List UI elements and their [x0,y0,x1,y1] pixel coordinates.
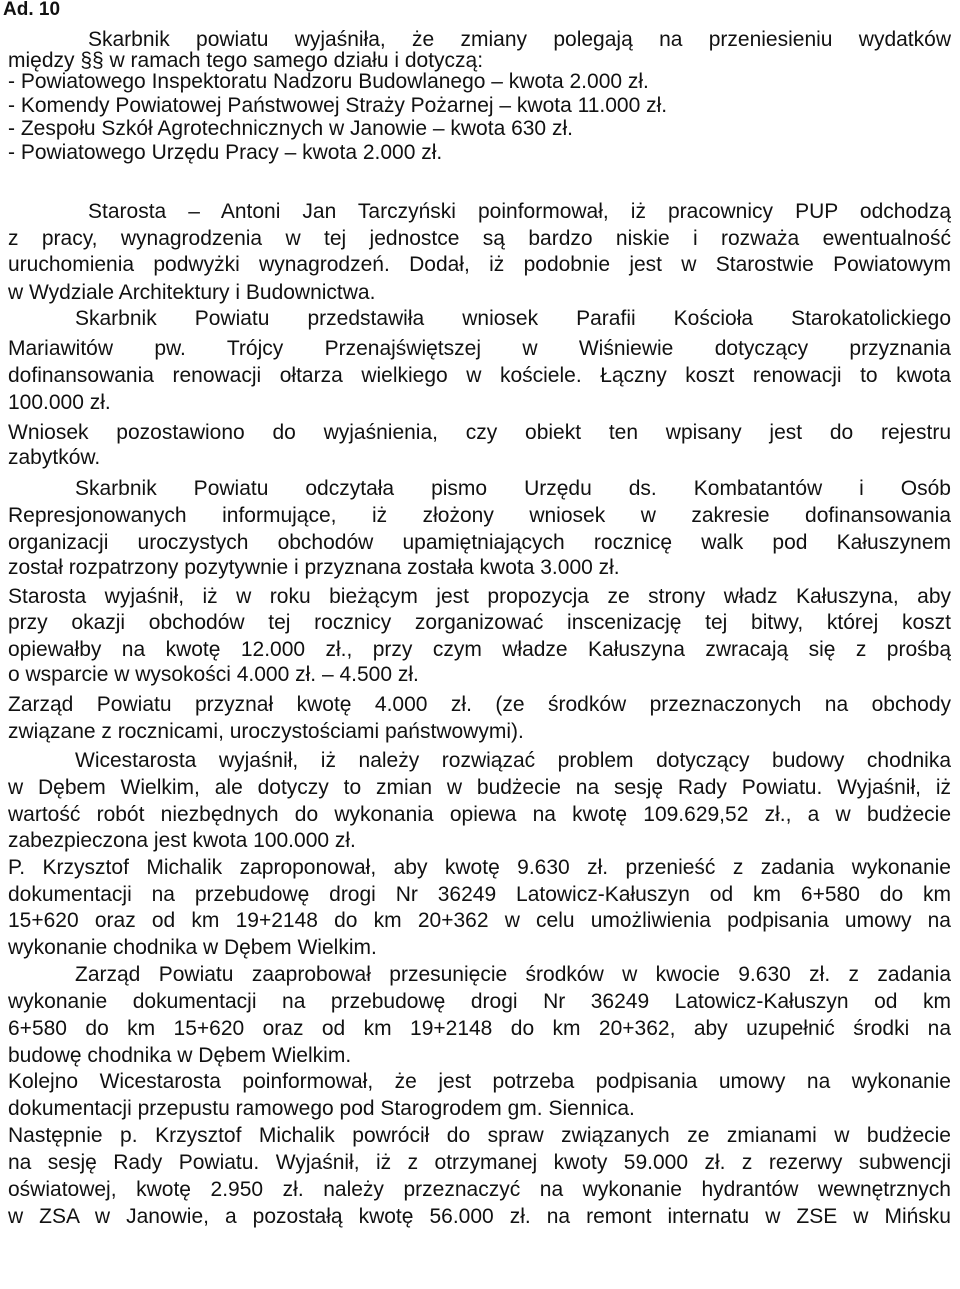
text-line-3: - Powiatowego Inspektoratu Nadzoru Budowlanego – kwota 2.000 zł. [8,70,649,93]
text-line-41: Następnie p. Krzysztof Michalik powrócił do spraw związanych ze zmianami w budżecie [8,1124,951,1147]
text-line-5: - Zespołu Szkół Agrotechnicznych w Janowie – kwota 630 zł. [8,117,573,140]
text-line-40: dokumentacji przepustu ramowego pod Starogrodem gm. Siennica. [8,1097,635,1120]
text-line-28: w Dębem Wielkim, ale dotyczy to zmian w budżecie na sesję Rady Powiatu. Wyjaśnił, iż [8,776,951,799]
text-line-22: przy okazji obchodów tej rocznicy zorganizować inscenizację tej bitwy, której koszt [8,611,951,634]
text-line-8: z pracy, wynagrodzenia w tej jednostce są bardzo niskie i rozważa ewentualność [8,227,951,250]
text-line-31: P. Krzysztof Michalik zaproponował, aby kwotę 9.630 zł. przenieść z zadania wykonanie [8,856,951,879]
text-line-32: dokumentacji na przebudowę drogi Nr 36249 Latowicz-Kałuszyn od km 6+580 do km [8,883,951,906]
text-line-20: został rozpatrzony pozytywnie i przyznana została kwota 3.000 zł. [8,556,620,579]
text-line-23: opiewałby na kwotę 12.000 zł., przy czym władze Kałuszyna zwracają się z prośbą [8,638,951,661]
section-heading: Ad. 10 [3,0,61,20]
text-line-30: zabezpieczona jest kwota 100.000 zł. [8,829,356,852]
text-line-15: Wniosek pozostawiono do wyjaśnienia, czy obiekt ten wpisany jest do rejestru [8,421,951,444]
text-line-13: dofinansowania renowacji ołtarza wielkiego w kościele. Łączny koszt renowacji to kwota [8,364,951,387]
text-line-39: Kolejno Wicestarosta poinformował, że jest potrzeba podpisania umowy na wykonanie [8,1070,951,1093]
text-line-19: organizacji uroczystych obchodów upamiętniających rocznicę walk pod Kałuszynem [8,531,951,554]
text-line-27: Wicestarosta wyjaśnił, iż należy rozwiązać problem dotyczący budowy chodnika [75,749,951,772]
text-line-24: o wsparcie w wysokości 4.000 zł. – 4.500 zł. [8,663,419,686]
text-line-21: Starosta wyjaśnił, iż w roku bieżącym jest propozycja ze strony władz Kałuszyna, aby [8,585,951,608]
text-line-1: Skarbnik powiatu wyjaśniła, że zmiany polegają na przeniesieniu wydatków [88,28,951,51]
text-line-33: 15+620 oraz od km 19+2148 do km 20+362 w celu umożliwienia podpisania umowy na [8,909,951,932]
text-line-4: - Komendy Powiatowej Państwowej Straży Pożarnej – kwota 11.000 zł. [8,94,668,117]
text-line-12: Mariawitów pw. Trójcy Przenajświętszej w Wiśniewie dotyczący przyznania [8,337,951,360]
text-line-43: oświatowej, kwotę 2.950 zł. należy przeznaczyć na wykonanie hydrantów wewnętrznych [8,1178,951,1201]
text-line-16: zabytków. [8,446,101,469]
text-line-6: - Powiatowego Urzędu Pracy – kwota 2.000 zł. [8,141,443,164]
text-line-10: w Wydziale Architektury i Budownictwa. [8,281,376,304]
text-line-36: wykonanie dokumentacji na przebudowę drogi Nr 36249 Latowicz-Kałuszyn od km [8,990,951,1013]
text-line-35: Zarząd Powiatu zaaprobował przesunięcie środków w kwocie 9.630 zł. z zadania [75,963,951,986]
text-line-17: Skarbnik Powiatu odczytała pismo Urzędu ds. Kombatantów i Osób [75,477,951,500]
text-line-11: Skarbnik Powiatu przedstawiła wniosek Parafii Kościoła Starokatolickiego [75,307,951,330]
text-line-25: Zarząd Powiatu przyznał kwotę 4.000 zł. (ze środków przeznaczonych na obchody [8,693,951,716]
text-line-44: w ZSA w Janowie, a pozostałą kwotę 56.000 zł. na remont internatu w ZSE w Mińsku [8,1205,951,1228]
text-line-26: związane z rocznicami, uroczystościami państwowymi). [8,720,524,743]
text-line-34: wykonanie chodnika w Dębem Wielkim. [8,936,377,959]
text-line-18: Represjonowanych informujące, iż złożony wniosek w zakresie dofinansowania [8,504,951,527]
text-line-7: Starosta – Antoni Jan Tarczyński poinformował, iż pracownicy PUP odchodzą [88,200,951,223]
text-line-2: między §§ w ramach tego samego działu i dotyczą: [8,49,484,72]
text-line-14: 100.000 zł. [8,391,111,414]
text-line-42: na sesję Rady Powiatu. Wyjaśnił, iż z otrzymanej kwoty 59.000 zł. z rezerwy subwencji [8,1151,951,1174]
text-line-9: uruchomienia podwyżki wynagrodzeń. Dodał, iż podobnie jest w Starostwie Powiatowym [8,253,951,276]
text-line-37: 6+580 do km 15+620 oraz od km 19+2148 do km 20+362, aby uzupełnić środki na [8,1017,951,1040]
text-line-38: budowę chodnika w Dębem Wielkim. [8,1044,352,1067]
text-line-29: wartość robót niezbędnych do wykonania opiewa na kwotę 109.629,52 zł., a w budżecie [8,803,951,826]
